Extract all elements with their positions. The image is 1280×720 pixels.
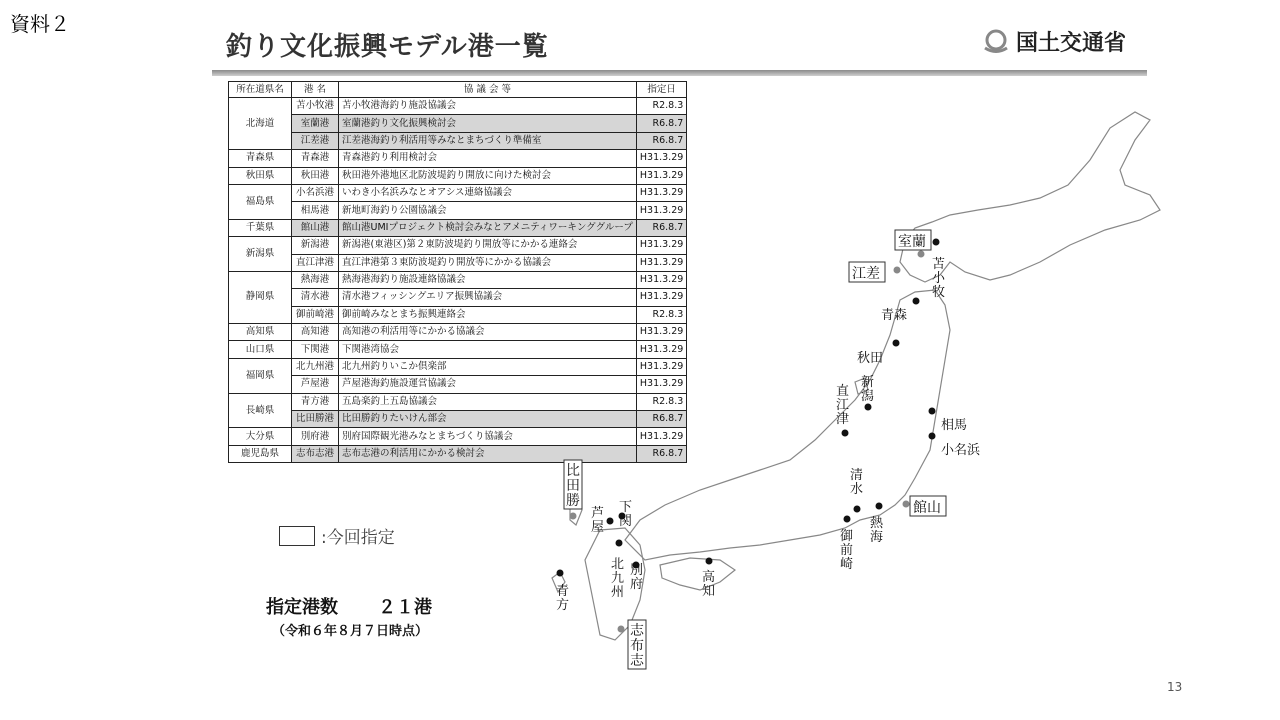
cell-date: R6.8.7	[636, 411, 686, 428]
cell-association: 比田勝釣りたいけん部会	[339, 411, 637, 428]
cell-association: 清水港フィッシングエリア振興協議会	[339, 289, 637, 306]
cell-port: 室蘭港	[292, 115, 339, 132]
cell-date: R6.8.7	[636, 115, 686, 132]
map-label-text: 苫小牧	[932, 257, 946, 300]
map-label	[611, 557, 624, 600]
marker-onahama	[929, 433, 936, 440]
cell-port: 秋田港	[292, 167, 339, 184]
cell-port: 芦屋港	[292, 376, 339, 393]
cell-association: 室蘭港釣り文化振興検討会	[339, 115, 637, 132]
cell-prefecture: 静岡県	[229, 271, 292, 323]
cell-association: 新潟港(東港区)第２東防波堤釣り開放等にかかる連絡会	[339, 237, 637, 254]
marker-aokata	[557, 570, 564, 577]
marker-shimizu	[854, 506, 861, 513]
map-label	[870, 515, 884, 545]
map-label	[630, 562, 643, 592]
cell-prefecture: 福島県	[229, 184, 292, 219]
cell-prefecture: 千葉県	[229, 219, 292, 236]
header-port: 港 名	[292, 82, 339, 98]
count-label: 指定港数	[266, 597, 338, 618]
cell-prefecture: 福岡県	[229, 358, 292, 393]
designated-count	[266, 593, 432, 619]
map-label	[932, 257, 946, 300]
cell-port: 熱海港	[292, 271, 339, 288]
map-label-text: 青森	[881, 308, 908, 323]
honshu-outline	[625, 290, 950, 560]
map-label	[849, 262, 885, 282]
map-labels	[556, 230, 981, 669]
map-label	[941, 443, 981, 458]
map-label-text: 志布志	[630, 623, 644, 669]
marker-atami	[876, 503, 883, 510]
cell-port: 別府港	[292, 428, 339, 445]
map-label-text: 別府	[630, 563, 644, 592]
cell-port: 北九州港	[292, 358, 339, 375]
cell-date: H31.3.29	[636, 324, 686, 341]
map-label	[941, 417, 967, 433]
document-label: 資料２	[10, 12, 70, 36]
map-label	[857, 350, 883, 366]
marker-muroran	[918, 251, 925, 258]
cell-association: いわき小名浜みなとオアシス連絡協議会	[339, 184, 637, 201]
marker-ashiya	[607, 518, 614, 525]
cell-date: H31.3.29	[636, 358, 686, 375]
cell-prefecture: 秋田県	[229, 167, 292, 184]
cell-prefecture: 青森県	[229, 150, 292, 167]
cell-association: 芦屋港海釣施設運営協議会	[339, 376, 637, 393]
cell-port: 志布志港	[292, 445, 339, 462]
map-label-text: 熱海	[870, 516, 884, 545]
marker-hitakatsu	[570, 513, 577, 520]
map-label-text: 小名浜	[941, 443, 981, 458]
cell-prefecture: 大分県	[229, 428, 292, 445]
map-label	[850, 467, 863, 497]
map-label	[840, 529, 853, 572]
cell-association: 五島楽釣上五島協議会	[339, 393, 637, 410]
marker-shibushi	[618, 626, 625, 633]
map-label-text: 清水	[850, 468, 864, 497]
map-label	[619, 500, 632, 529]
map-label-text: 高知	[702, 570, 716, 599]
cell-date: R6.8.7	[636, 445, 686, 462]
map-label	[881, 307, 907, 323]
cell-association: 新地町海釣り公園協議会	[339, 202, 637, 219]
marker-omaezaki	[844, 516, 851, 523]
map-label	[556, 583, 569, 613]
shikoku-outline	[660, 558, 735, 590]
legend-text: :今回指定	[321, 528, 395, 548]
map-label-text: 直江津	[836, 384, 850, 427]
marker-kitakyushu	[616, 540, 623, 547]
map-label	[861, 375, 874, 404]
cell-date: H31.3.29	[636, 428, 686, 445]
cell-association: 別府国際観光港みなとまちづくり協議会	[339, 428, 637, 445]
legend-swatch	[279, 526, 315, 546]
cell-association: 館山港UMIプロジェクト検討会みなとアメニティワーキンググループ	[339, 219, 637, 236]
cell-port: 高知港	[292, 324, 339, 341]
map-label	[702, 569, 715, 599]
cell-date: R2.8.3	[636, 393, 686, 410]
map-label-text: 江差	[852, 266, 880, 282]
cell-association: 青森港釣り利用検討会	[339, 150, 637, 167]
cell-prefecture: 山口県	[229, 341, 292, 358]
cell-association: 苫小牧港海釣り施設協議会	[339, 98, 637, 115]
cell-date: H31.3.29	[636, 289, 686, 306]
cell-port: 館山港	[292, 219, 339, 236]
map-label-text: 館山	[913, 500, 941, 516]
cell-prefecture: 鹿児島県	[229, 445, 292, 462]
map-label-text: 新潟	[861, 375, 875, 404]
map-label	[591, 506, 604, 535]
cell-port: 清水港	[292, 289, 339, 306]
cell-port: 青方港	[292, 393, 339, 410]
cell-port: 青森港	[292, 150, 339, 167]
marker-soma	[929, 408, 936, 415]
cell-prefecture: 新潟県	[229, 237, 292, 272]
cell-date: R2.8.3	[636, 306, 686, 323]
cell-port: 比田勝港	[292, 411, 339, 428]
cell-prefecture: 長崎県	[229, 393, 292, 428]
cell-association: 御前崎みなとまち振興連絡会	[339, 306, 637, 323]
cell-port: 相馬港	[292, 202, 339, 219]
map-label-text: 秋田	[857, 351, 884, 366]
cell-port: 小名浜港	[292, 184, 339, 201]
map-label-text: 御前崎	[840, 529, 854, 572]
map-label-text: 北九州	[611, 557, 625, 600]
cell-date: H31.3.29	[636, 184, 686, 201]
map-label-text: 芦屋	[591, 506, 605, 535]
header-association: 協 議 会 等	[339, 82, 637, 98]
cell-association: 直江津港第３東防波堤釣り開放等にかかる協議会	[339, 254, 637, 271]
count-value: ２１港	[378, 597, 432, 618]
page-number: 13	[1167, 680, 1183, 694]
map-label	[836, 383, 849, 427]
cell-date: R6.8.7	[636, 219, 686, 236]
cell-date: H31.3.29	[636, 150, 686, 167]
map-label	[564, 460, 582, 509]
cell-date: R6.8.7	[636, 132, 686, 149]
cell-date: H31.3.29	[636, 271, 686, 288]
map-label-text: 相馬	[941, 418, 968, 433]
marker-naoetsu	[842, 430, 849, 437]
map-label-text: 青方	[556, 584, 570, 613]
map-label	[895, 230, 931, 250]
cell-association: 高知港の利活用等にかかる協議会	[339, 324, 637, 341]
cell-port: 直江津港	[292, 254, 339, 271]
cell-date: H31.3.29	[636, 341, 686, 358]
marker-akita	[893, 340, 900, 347]
cell-association: 熱海港海釣り施設連絡協議会	[339, 271, 637, 288]
marker-aomori	[913, 298, 920, 305]
marker-esashi	[894, 267, 901, 274]
cell-association: 秋田港外港地区北防波堤釣り開放に向けた検討会	[339, 167, 637, 184]
cell-association: 下関港湾協会	[339, 341, 637, 358]
cell-port: 御前崎港	[292, 306, 339, 323]
marker-niigata	[865, 404, 872, 411]
map-label	[910, 496, 946, 516]
header-date: 指定日	[636, 82, 686, 98]
cell-association: 北九州釣りいこか倶楽部	[339, 358, 637, 375]
cell-date: H31.3.29	[636, 167, 686, 184]
page-title: 釣り文化振興モデル港一覧	[226, 32, 549, 62]
map-label-text: 下関	[619, 500, 633, 529]
marker-tateyama	[903, 501, 910, 508]
cell-prefecture: 高知県	[229, 324, 292, 341]
ministry-name: 国土交通省	[1016, 31, 1127, 56]
cell-association: 志布志港の利活用にかかる検討会	[339, 445, 637, 462]
cell-port: 新潟港	[292, 237, 339, 254]
map-label	[628, 620, 646, 669]
legend	[279, 523, 395, 548]
map-label-text: 室蘭	[898, 234, 926, 250]
cell-association: 江差港海釣り利活用等みなとまちづくり準備室	[339, 132, 637, 149]
cell-prefecture: 北海道	[229, 98, 292, 150]
cell-date: H31.3.29	[636, 202, 686, 219]
as-of-date: （令和６年８月７日時点）	[272, 624, 429, 639]
cell-date: R2.8.3	[636, 98, 686, 115]
cell-port: 下関港	[292, 341, 339, 358]
header-prefecture: 所在道県名	[229, 82, 292, 98]
cell-date: H31.3.29	[636, 254, 686, 271]
marker-kochi	[706, 558, 713, 565]
cell-port: 江差港	[292, 132, 339, 149]
marker-tomakomai	[933, 239, 940, 246]
cell-date: H31.3.29	[636, 237, 686, 254]
cell-date: H31.3.29	[636, 376, 686, 393]
cell-port: 苫小牧港	[292, 98, 339, 115]
map-label-text: 比田勝	[566, 463, 580, 509]
